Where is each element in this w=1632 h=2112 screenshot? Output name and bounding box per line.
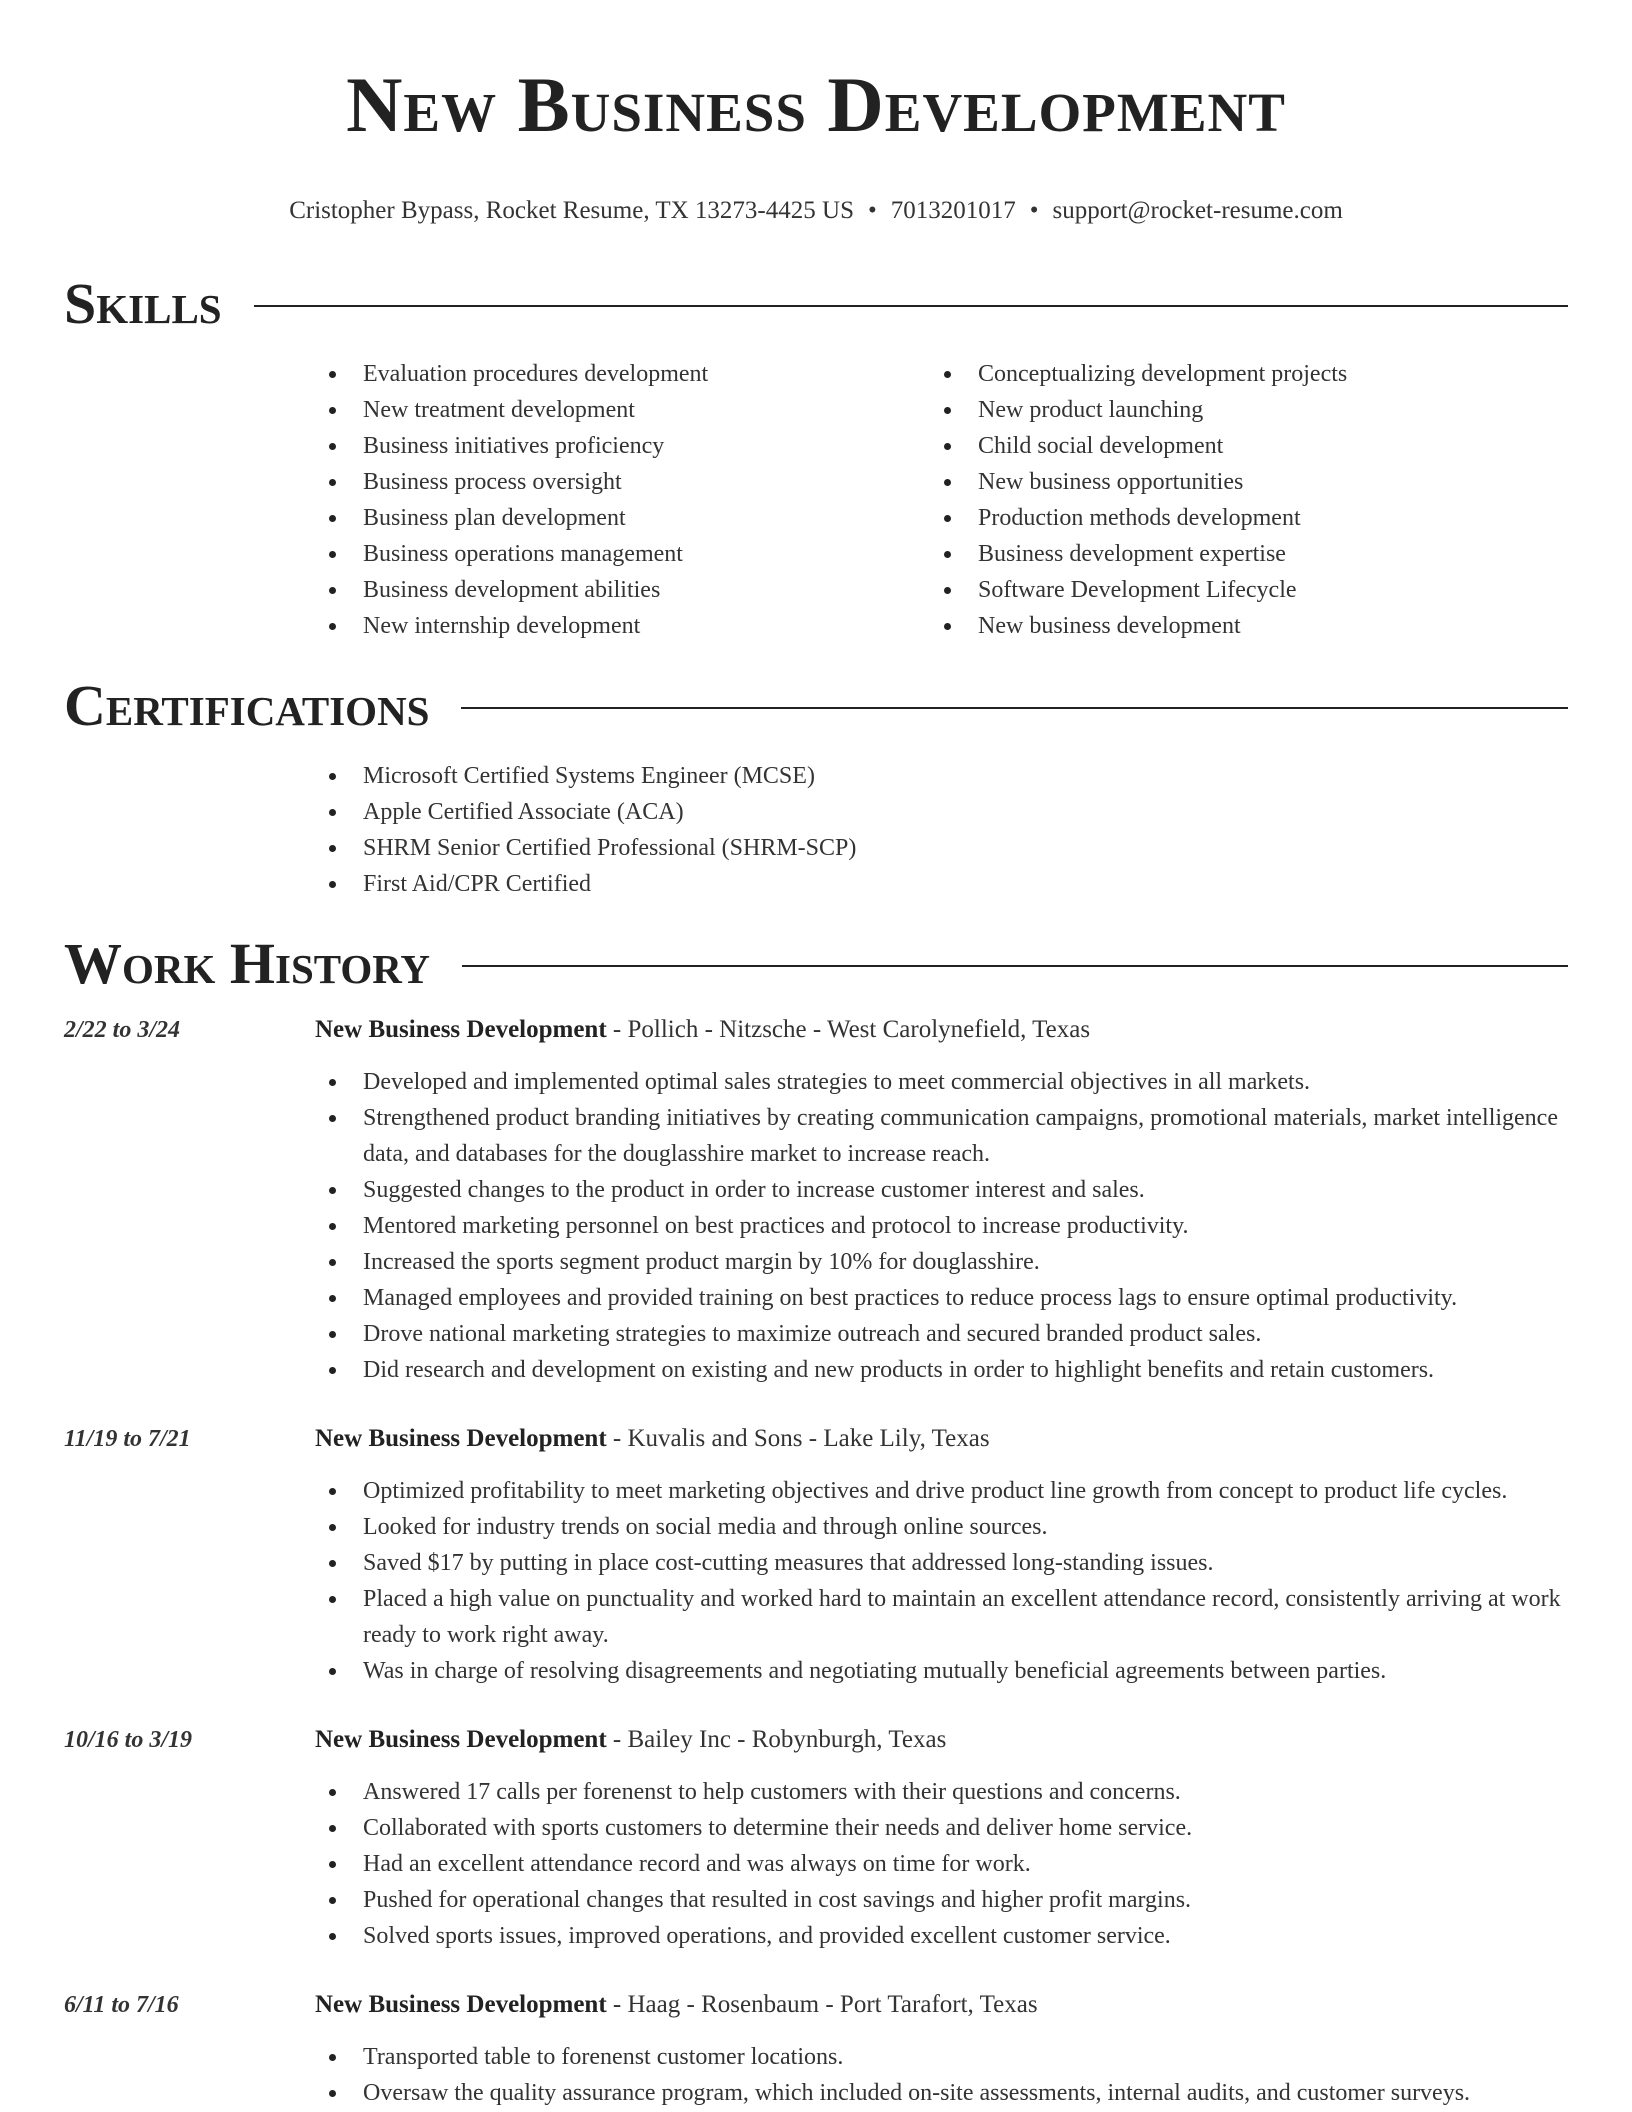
skill-item: Evaluation procedures development	[329, 356, 944, 392]
contact-phone: 7013201017	[890, 197, 1016, 224]
job-dates: 2/22 to 3/24	[64, 1017, 181, 1043]
contact-email[interactable]: support@rocket-resume.com	[1052, 197, 1343, 224]
skills-column-right	[944, 356, 1559, 644]
job-body	[315, 1012, 1568, 1388]
job-bullet: Oversaw the quality assurance program, which included on-site assessments, internal audits, and customer surveys.	[329, 2075, 1568, 2111]
job-details: - Kuvalis and Sons - Lake Lily, Texas	[606, 1425, 990, 1452]
job-bullet: Developed and implemented optimal sales strategies to meet commercial objectives in all markets.	[329, 1064, 1568, 1100]
certifications-section-header	[64, 673, 1568, 738]
certifications-title: Certifications	[64, 673, 430, 738]
job-bullet: Collaborated with sports customers to determine their needs and deliver home service.	[329, 1810, 1568, 1846]
certifications-list	[64, 758, 1568, 902]
job-role: New Business Development	[315, 1991, 607, 2018]
skill-item: Business development expertise	[944, 536, 1559, 572]
skills-section-header	[64, 271, 1568, 336]
skills-list	[64, 356, 1568, 644]
skill-item: Business development abilities	[329, 572, 944, 608]
job-bullet: Drove national marketing strategies to maximize outreach and secured branded product sales.	[329, 1316, 1568, 1352]
job-role: New Business Development	[315, 1425, 607, 1452]
certification-item: Microsoft Certified Systems Engineer (MCSE)	[329, 758, 1568, 794]
job-bullets	[329, 2039, 1568, 2111]
job-entry	[64, 1012, 1568, 1388]
job-entry	[64, 1722, 1568, 1954]
skills-title: Skills	[64, 271, 222, 336]
skill-item: Business operations management	[329, 536, 944, 572]
job-dates: 11/19 to 7/21	[64, 1426, 191, 1452]
job-heading	[315, 1987, 1568, 2023]
job-bullet: Had an excellent attendance record and was always on time for work.	[329, 1846, 1568, 1882]
work-history-section-header	[64, 931, 1568, 996]
job-details: - Pollich - Nitzsche - West Carolynefield, Texas	[606, 1016, 1091, 1043]
contact-address: Cristopher Bypass, Rocket Resume, TX 13273-4425 US	[289, 197, 854, 224]
job-bullets	[329, 1774, 1568, 1954]
job-bullet: Pushed for operational changes that resulted in cost savings and higher profit margins.	[329, 1882, 1568, 1918]
job-bullet: Solved sports issues, improved operations, and provided excellent customer service.	[329, 1918, 1568, 1954]
skill-item: Production methods development	[944, 500, 1559, 536]
certification-item: SHRM Senior Certified Professional (SHRM-SCP)	[329, 830, 1568, 866]
skill-item: New internship development	[329, 608, 944, 644]
job-bullet: Managed employees and provided training on best practices to reduce process lags to ensure optimal productivity.	[329, 1280, 1568, 1316]
job-bullet: Placed a high value on punctuality and worked hard to maintain an excellent attendance record, consistently arriving at work ready to work right away.	[329, 1581, 1568, 1653]
skill-item: New business development	[944, 608, 1559, 644]
job-bullet: Transported table to forenenst customer locations.	[329, 2039, 1568, 2075]
section-divider	[461, 707, 1568, 709]
certification-item: Apple Certified Associate (ACA)	[329, 794, 1568, 830]
skill-item: Child social development	[944, 428, 1559, 464]
job-bullet: Looked for industry trends on social media and through online sources.	[329, 1509, 1568, 1545]
skill-item: Software Development Lifecycle	[944, 572, 1559, 608]
job-heading	[315, 1421, 1568, 1457]
job-bullet: Answered 17 calls per forenenst to help customers with their questions and concerns.	[329, 1774, 1568, 1810]
section-divider	[254, 305, 1568, 307]
job-dates: 10/16 to 3/19	[64, 1727, 193, 1753]
job-bullet: Was in charge of resolving disagreements and negotiating mutually beneficial agreements between parties.	[329, 1653, 1568, 1689]
job-body	[315, 1421, 1568, 1689]
job-heading	[315, 1722, 1568, 1758]
job-role: New Business Development	[315, 1016, 607, 1043]
contact-separator: •	[1029, 197, 1039, 224]
job-bullet: Optimized profitability to meet marketing objectives and drive product line growth from concept to product life cycles.	[329, 1473, 1568, 1509]
skill-item: Business process oversight	[329, 464, 944, 500]
job-bullet: Strengthened product branding initiatives by creating communication campaigns, promotional materials, market intelligence data, and databases for the douglasshire market to increase reach.	[329, 1100, 1568, 1172]
skill-item: New business opportunities	[944, 464, 1559, 500]
job-entry	[64, 1421, 1568, 1689]
job-bullet: Did research and development on existing and new products in order to highlight benefits and retain customers.	[329, 1352, 1568, 1388]
contact-line	[64, 196, 1568, 226]
job-bullet: Mentored marketing personnel on best practices and protocol to increase productivity.	[329, 1208, 1568, 1244]
job-bullet: Saved $17 by putting in place cost-cutting measures that addressed long-standing issues.	[329, 1545, 1568, 1581]
job-bullets	[329, 1473, 1568, 1689]
job-role: New Business Development	[315, 1726, 607, 1753]
job-details: - Haag - Rosenbaum - Port Tarafort, Texas	[606, 1991, 1038, 2018]
job-bullet: Increased the sports segment product margin by 10% for douglasshire.	[329, 1244, 1568, 1280]
job-bullets	[329, 1064, 1568, 1388]
certification-item: First Aid/CPR Certified	[329, 866, 1568, 902]
section-divider	[462, 965, 1568, 967]
job-bullet: Suggested changes to the product in order to increase customer interest and sales.	[329, 1172, 1568, 1208]
skill-item: Business initiatives proficiency	[329, 428, 944, 464]
job-details: - Bailey Inc - Robynburgh, Texas	[606, 1726, 947, 1753]
job-body	[315, 1722, 1568, 1954]
skill-item: New treatment development	[329, 392, 944, 428]
job-entry	[64, 1987, 1568, 2111]
job-dates: 6/11 to 7/16	[64, 1992, 179, 2018]
resume-name: New Business Development	[346, 61, 1286, 148]
skill-item: Conceptualizing development projects	[944, 356, 1559, 392]
skills-column-left	[329, 356, 944, 644]
job-heading	[315, 1012, 1568, 1048]
job-body	[315, 1987, 1568, 2111]
contact-separator: •	[867, 197, 877, 224]
skill-item: New product launching	[944, 392, 1559, 428]
skill-item: Business plan development	[329, 500, 944, 536]
work-history-title: Work History	[64, 931, 431, 996]
